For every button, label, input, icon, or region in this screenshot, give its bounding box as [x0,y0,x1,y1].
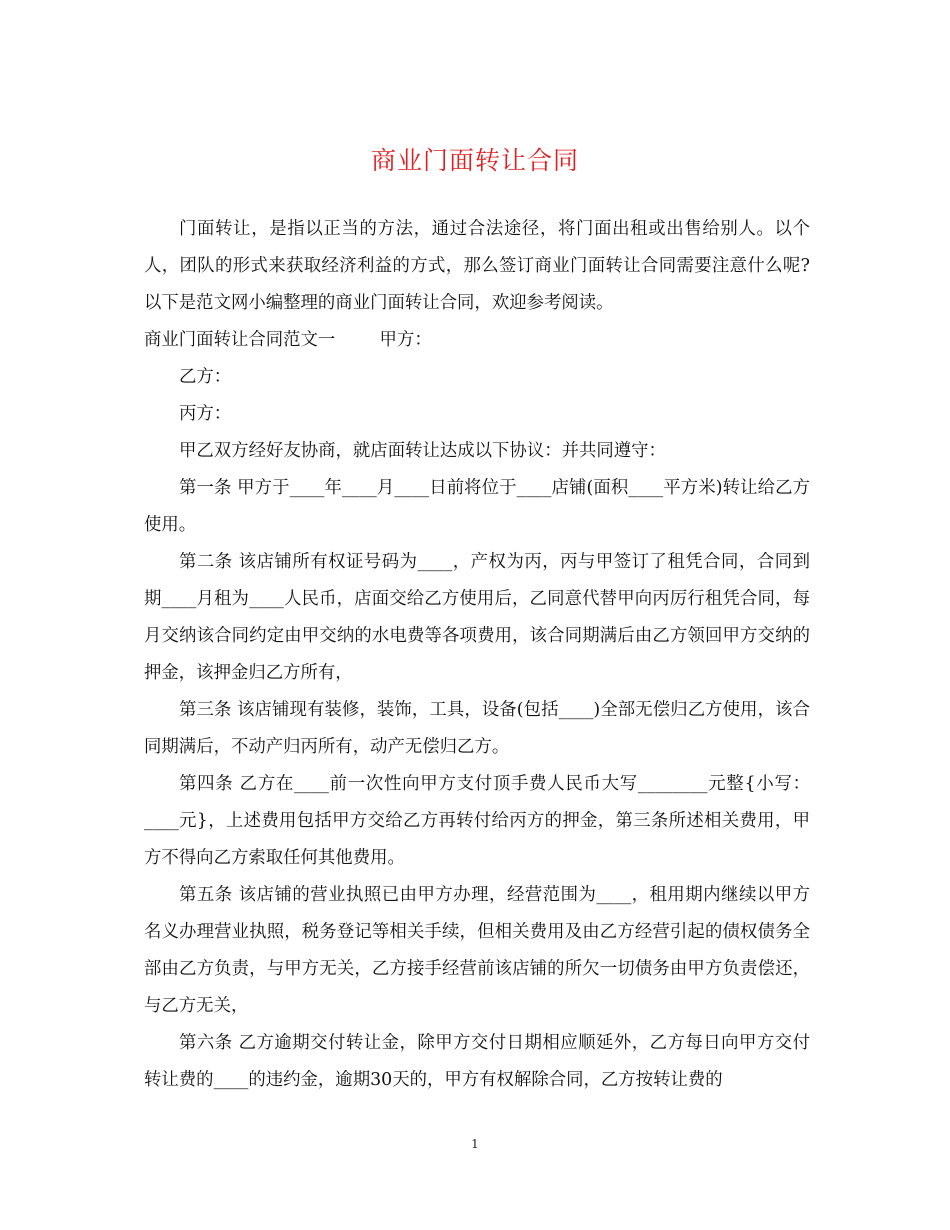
article-2: 第二条 该店铺所有权证号码为____，产权为丙，丙与甲签订了租凭合同，合同到期____月租为____人民币，店面交给乙方使用后，乙同意代替甲向丙厉行租凭合同，每月交纳该合同约定由甲交纳的水电费等各项费用，该合同期满后由乙方领回甲方交纳的押金，该押金归乙方所有， [144,552,810,683]
article-3: 第三条 该店铺现有装修，装饰，工具，设备(包括____)全部无偿归乙方使用，该合同期满后，不动产归丙所有，动产无偿归乙方。 [144,700,810,757]
document-body [144,211,810,1099]
agreement-statement: 甲乙双方经好友协商，就店面转让达成以下协议：并共同遵守： [179,441,666,461]
page-number: 1 [471,1137,479,1151]
intro-paragraph: 门面转让，是指以正当的方法，通过合法途径，将门面出租或出售给别人。以个人，团队的形式来获取经济利益的方式，那么签订商业门面转让合同需要注意什么呢?以下是范文网小编整理的商业门面转让合同，欢迎参考阅读。 [144,219,810,313]
party-a-label: 甲方： [379,330,432,350]
party-c-label: 丙方： [179,404,232,424]
party-b-label: 乙方： [179,367,232,387]
sample-heading: 商业门面转让合同范文一 [144,330,336,350]
article-4: 第四条 乙方在____前一次性向甲方支付顶手费人民币大写________元整{小写：____元}，上述费用包括甲方交给乙方再转付给丙方的押金，第三条所述相关费用，甲方不得向乙方索取任何其他费用。 [144,774,810,868]
document-title: 商业门面转让合同 [370,146,579,175]
article-6: 第六条 乙方逾期交付转让金，除甲方交付日期相应顺延外，乙方每日向甲方交付转让费的____的违约金，逾期30天的，甲方有权解除合同，乙方按转让费的 [144,1033,810,1090]
article-1: 第一条 甲方于____年____月____日前将位于____店铺(面积____平方米)转让给乙方使用。 [144,478,810,535]
article-5: 第五条 该店铺的营业执照已由甲方办理，经营范围为____，租用期内继续以甲方名义办理营业执照，税务登记等相关手续，但相关费用及由乙方经营引起的债权债务全部由乙方负责，与甲方无关，乙方接手经营前该店铺的所欠一切债务由甲方负责偿还，与乙方无关， [144,885,810,1016]
sample-heading-line [144,322,810,359]
